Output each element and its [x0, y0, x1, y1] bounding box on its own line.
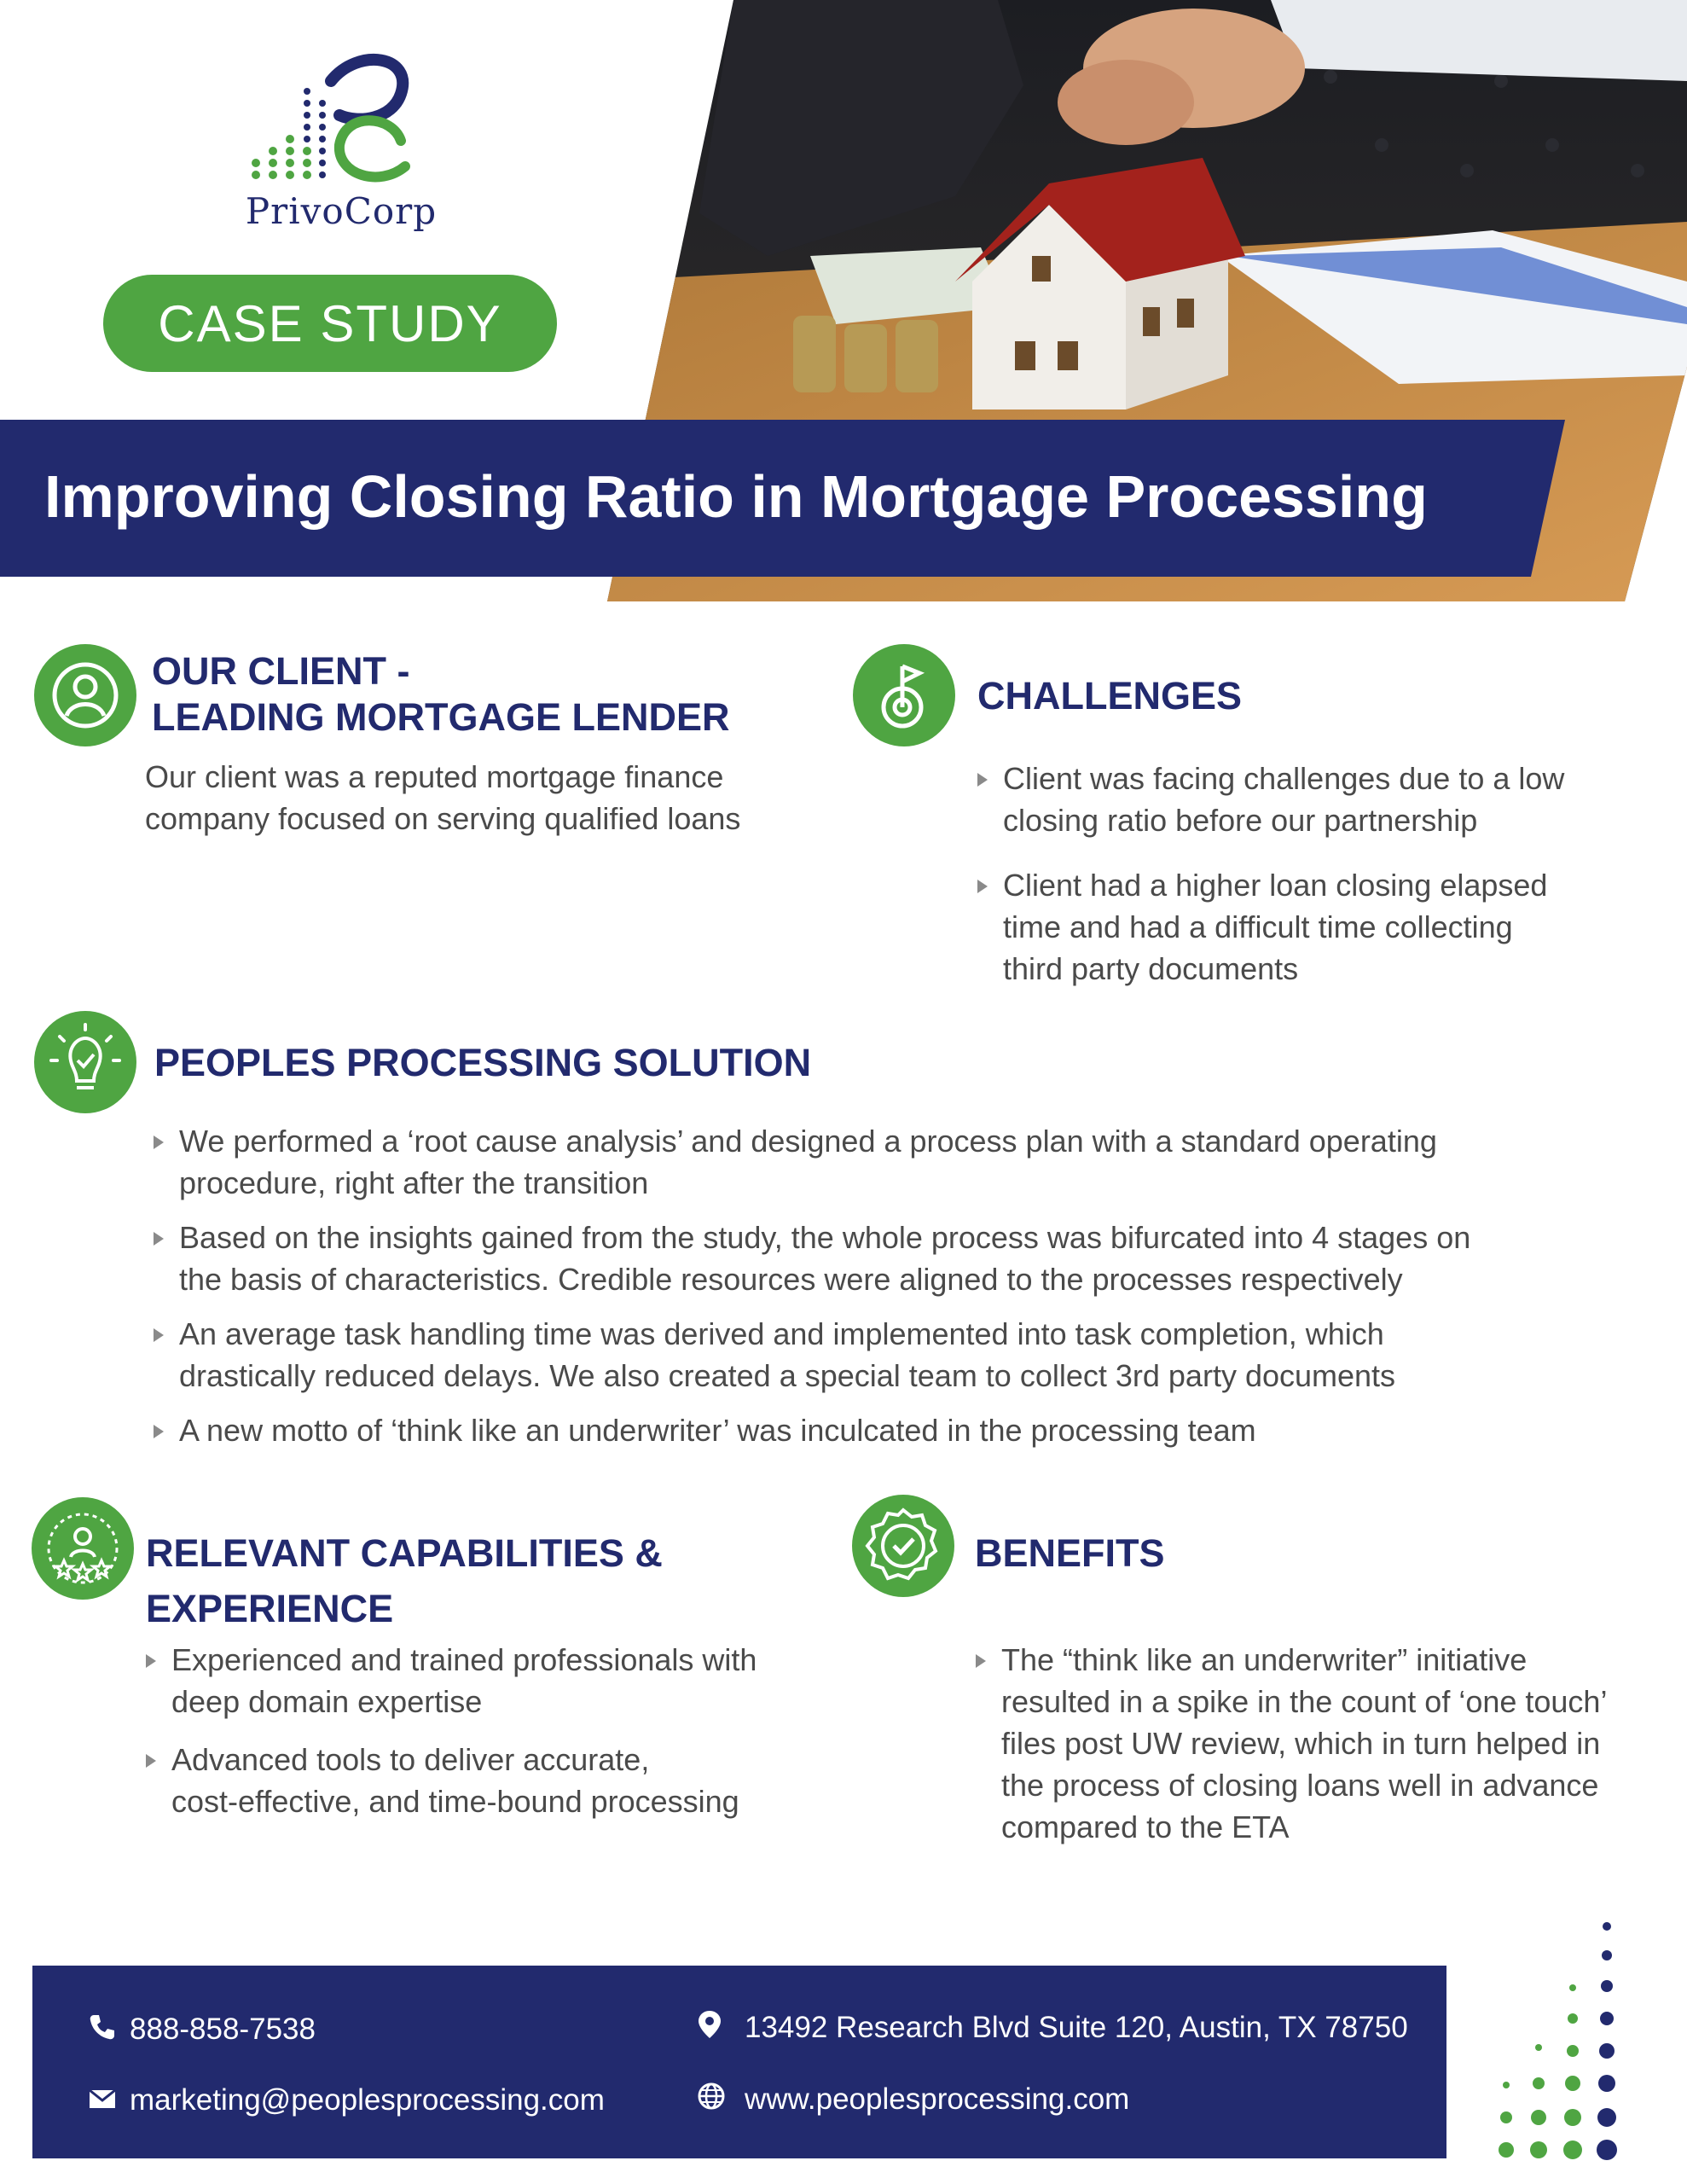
- solution-heading: PEOPLES PROCESSING SOLUTION: [154, 1041, 812, 1084]
- page-title: Improving Closing Ratio in Mortgage Processing: [44, 463, 1428, 530]
- list-item: The “think like an underwriter” initiative resulted in a spike in the count of ‘one touch’ files post UW review, which in turn helped in the process of closing loans well in advance compared to the ETA: [976, 1639, 1675, 1848]
- logo-wordmark: PrivoCorp: [245, 190, 438, 232]
- list-item: A new motto of ‘think like an underwriter’ was inculcated in the processing team: [154, 1409, 1603, 1451]
- solution-list: [154, 1120, 1603, 1451]
- list-item: We performed a ‘root cause analysis’ and designed a process plan with a standard operating procedure, right after the transition: [154, 1120, 1603, 1204]
- footer-contact-bar: [32, 1966, 1446, 2158]
- list-item: Client had a higher loan closing elapsed time and had a difficult time collecting third party documents: [977, 864, 1660, 990]
- list-item: Experienced and trained professionals with deep domain expertise: [146, 1639, 828, 1722]
- phone-icon: [88, 2013, 117, 2042]
- location-pin-icon: [695, 2010, 724, 2039]
- list-item: An average task handling time was derived and implemented into task completion, which drastically reduced delays. We also created a special team to collect 3rd party documents: [154, 1313, 1603, 1397]
- challenges-list: [977, 758, 1660, 990]
- case-study-badge: CASE STUDY: [103, 275, 557, 372]
- benefits-heading: BENEFITS: [975, 1531, 1165, 1575]
- decorative-dots: [1475, 1911, 1629, 2167]
- list-item: Client was facing challenges due to a low closing ratio before our partnership: [977, 758, 1660, 841]
- logo-mark: [230, 47, 452, 192]
- benefits-list: [976, 1639, 1675, 1848]
- badge-check-icon: [852, 1495, 954, 1597]
- footer-website[interactable]: www.peoplesprocessing.com: [745, 2082, 1130, 2116]
- capabilities-list: [146, 1639, 828, 1822]
- capabilities-heading: RELEVANT CAPABILITIES & EXPERIENCE: [146, 1531, 663, 1630]
- footer-phone[interactable]: 888-858-7538: [130, 2013, 316, 2046]
- footer-email[interactable]: marketing@peoplesprocessing.com: [130, 2083, 605, 2117]
- user-circle-icon: [34, 644, 136, 746]
- footer-address: 13492 Research Blvd Suite 120, Austin, TX 78750: [745, 2011, 1408, 2044]
- target-flag-icon: [853, 644, 955, 746]
- globe-icon: [697, 2082, 726, 2111]
- envelope-icon: [88, 2084, 117, 2113]
- list-item: Advanced tools to deliver accurate, cost-effective, and time-bound processing: [146, 1739, 828, 1822]
- client-description: Our client was a reputed mortgage finance company focused on serving qualified loans: [145, 759, 741, 836]
- lightbulb-check-icon: [34, 1011, 136, 1113]
- challenges-heading: CHALLENGES: [977, 674, 1243, 717]
- privocorp-logo: [230, 47, 452, 243]
- expert-stars-icon: [32, 1497, 134, 1600]
- list-item: Based on the insights gained from the study, the whole process was bifurcated into 4 stages on the basis of characteristics. Credible resources were aligned to the processes respectively: [154, 1217, 1603, 1300]
- client-heading: OUR CLIENT - LEADING MORTGAGE LENDER: [152, 649, 730, 739]
